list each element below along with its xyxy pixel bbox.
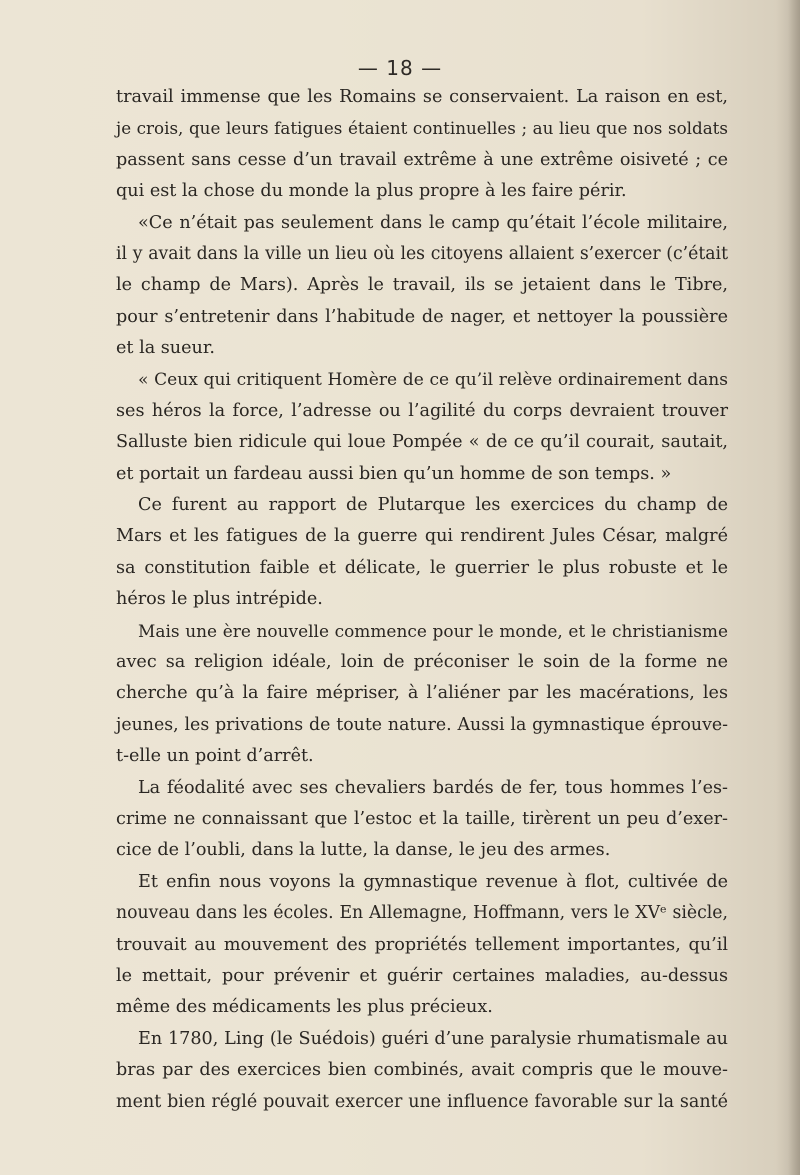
text-line: La féodalité avec ses chevaliers bardés de fer, tous hommes l’es- xyxy=(138,777,728,798)
text-line: travail immense que les Romains se conservaient. La raison en est, xyxy=(116,87,728,107)
text-line: trouvait au mouvement des propriétés tellement importantes, qu’il xyxy=(116,934,728,955)
text-line: le mettait, pour prévenir et guérir certaines maladies, au-dessus xyxy=(116,965,728,986)
text-line: héros le plus intrépide. xyxy=(116,589,323,610)
text-line: le champ de Mars). Après le travail, ils se jetaient dans le Tibre, xyxy=(116,275,728,296)
text-line: Et enfin nous voyons la gymnastique revenue à flot, cultivée de xyxy=(138,871,728,892)
text-line: nouveau dans les écoles. En Allemagne, Hoffmann, vers le XVᵉ siècle, xyxy=(116,903,728,924)
text-line: ment bien réglé pouvait exercer une influence favorable sur la santé xyxy=(116,1091,728,1112)
text-line: Mais une ère nouvelle commence pour le monde, et le christianisme xyxy=(138,620,728,641)
text-line: « Ceux qui critiquent Homère de ce qu’il relève ordinairement dans xyxy=(138,369,728,390)
text-line: et portait un fardeau aussi bien qu’un homme de son temps. » xyxy=(116,463,672,484)
text-line: t-elle un point d’arrêt. xyxy=(116,746,314,767)
page-number: — 18 — xyxy=(357,56,443,80)
text-line: Salluste bien ridicule qui loue Pompée « de ce qu’il courait, sautait, xyxy=(116,432,728,453)
text-line: cice de l’oubli, dans la lutte, la danse, le jeu des armes. xyxy=(116,840,611,861)
text-line: Ce furent au rapport de Plutarque les exercices du champ de xyxy=(138,495,728,516)
text-line: Mars et les fatigues de la guerre qui rendirent Jules César, malgré xyxy=(116,526,728,547)
text-line: ses héros la force, l’adresse ou l’agilité du corps devraient trouver xyxy=(116,400,728,421)
page-edge-shadow xyxy=(788,0,800,1175)
text-line: sa constitution faible et délicate, le guerrier le plus robuste et le xyxy=(116,557,728,578)
text-line: qui est la chose du monde la plus propre à les faire périr. xyxy=(116,181,627,202)
text-line: passent sans cesse d’un travail extrême à une extrême oisiveté ; ce xyxy=(116,149,728,170)
text-line: «Ce n’était pas seulement dans le camp qu’était l’école militaire, xyxy=(138,212,728,233)
text-line: avec sa religion idéale, loin de préconiser le soin de la forme ne xyxy=(116,652,728,673)
text-line: je crois, que leurs fatigues étaient continuelles ; au lieu que nos soldats xyxy=(116,118,728,139)
text-line: crime ne connaissant que l’estoc et la taille, tirèrent un peu d’exer- xyxy=(116,808,728,829)
text-line: En 1780, Ling (le Suédois) guéri d’une paralysie rhumatismale au xyxy=(138,1028,728,1049)
body-text xyxy=(116,82,728,1118)
text-line: et la sueur. xyxy=(116,338,215,359)
text-line: même des médicaments les plus précieux. xyxy=(116,997,493,1018)
text-line: il y avait dans la ville un lieu où les citoyens allaient s’exercer (c’était xyxy=(116,243,728,264)
text-line: cherche qu’à la faire mépriser, à l’aliéner par les macérations, les xyxy=(116,683,728,704)
text-line: jeunes, les privations de toute nature. Aussi la gymnastique éprouve- xyxy=(116,714,728,735)
text-line: pour s’entretenir dans l’habitude de nager, et nettoyer la poussière xyxy=(116,306,728,327)
text-line: bras par des exercices bien combinés, avait compris que le mouve- xyxy=(116,1060,728,1081)
